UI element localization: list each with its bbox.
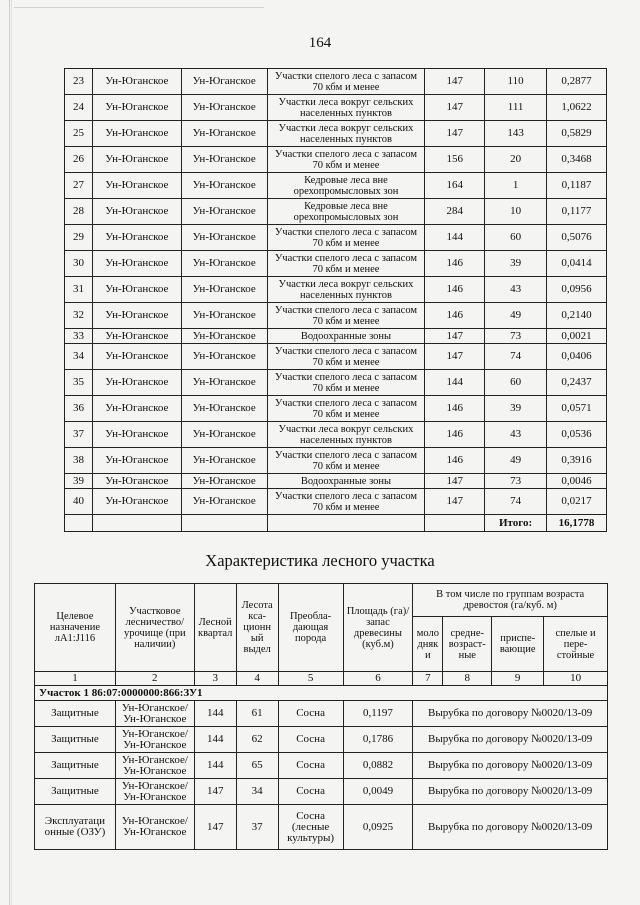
header-ripe: спелые и пере- стойные <box>544 617 608 672</box>
lesnichestvo-cell: Ун-Юганское <box>92 251 181 277</box>
table-row <box>65 489 607 515</box>
column-number: 9 <box>492 672 544 686</box>
vydel-cell: 49 <box>485 448 547 474</box>
category-cell: Участки спелого леса с запасом 70 кбм и менее <box>267 225 425 251</box>
vydel-cell: 62 <box>236 727 278 753</box>
lesnichestvo-cell: Ун-Юганское <box>92 448 181 474</box>
table-row <box>35 727 608 753</box>
vydel-cell: 60 <box>485 225 547 251</box>
table-row <box>65 344 607 370</box>
vydel-cell: 60 <box>485 370 547 396</box>
vydel-cell: 37 <box>236 805 278 850</box>
kvartal-cell: 147 <box>425 121 485 147</box>
row-number: 31 <box>65 277 93 303</box>
kvartal-cell: 147 <box>194 779 236 805</box>
total-row <box>65 515 607 532</box>
lesnichestvo-cell: Ун-Юганское <box>92 329 181 344</box>
category-cell: Участки спелого леса с запасом 70 кбм и менее <box>267 489 425 515</box>
lesnichestvo-cell: Ун-Юганское <box>92 95 181 121</box>
empty-cell <box>425 515 485 532</box>
category-cell: Кедровые леса вне орехопромысловых зон <box>267 173 425 199</box>
vydel-cell: 43 <box>485 277 547 303</box>
table-row <box>65 121 607 147</box>
section-title: Характеристика лесного участка <box>205 551 435 570</box>
lesnichestvo-cell: Ун-Юганское <box>92 277 181 303</box>
header-area: Площадь (га)/ запас древесины (куб.м) <box>343 584 413 672</box>
table-row <box>65 95 607 121</box>
urochishche-cell: Ун-Юганское <box>181 199 267 225</box>
area-cell: 0,0406 <box>547 344 607 370</box>
row-number: 23 <box>65 69 93 95</box>
table-row <box>65 422 607 448</box>
row-number: 34 <box>65 344 93 370</box>
lesnichestvo-cell: Ун-Юганское <box>92 173 181 199</box>
row-number: 24 <box>65 95 93 121</box>
area-cell: 0,0571 <box>547 396 607 422</box>
purpose-cell: Защитные <box>35 753 116 779</box>
vydel-cell: 10 <box>485 199 547 225</box>
column-number: 7 <box>413 672 443 686</box>
poroda-cell: Сосна <box>278 779 343 805</box>
kvartal-cell: 144 <box>194 753 236 779</box>
forest-characteristics-table <box>34 583 608 850</box>
category-cell: Участки спелого леса с запасом 70 кбм и менее <box>267 303 425 329</box>
lesnichestvo-cell: Ун-Юганское <box>92 147 181 173</box>
area-cell: 0,0217 <box>547 489 607 515</box>
urochishche-cell: Ун-Юганское <box>181 329 267 344</box>
table-row <box>35 753 608 779</box>
vydel-cell: 74 <box>485 489 547 515</box>
table-row <box>65 173 607 199</box>
category-cell: Кедровые леса вне орехопромысловых зон <box>267 199 425 225</box>
poroda-cell: Сосна <box>278 753 343 779</box>
row-number: 38 <box>65 448 93 474</box>
poroda-cell: Сосна (лесные культуры) <box>278 805 343 850</box>
table-row <box>65 69 607 95</box>
area-cell: 0,0049 <box>343 779 413 805</box>
kvartal-cell: 144 <box>194 701 236 727</box>
table-row <box>65 199 607 225</box>
vydel-cell: 20 <box>485 147 547 173</box>
total-label: Итого: <box>485 515 547 532</box>
area-cell: 0,2140 <box>547 303 607 329</box>
area-cell: 0,1187 <box>547 173 607 199</box>
table-row <box>35 779 608 805</box>
header-lesnichestvo: Участковое лесничество/ урочище (при наличии) <box>115 584 194 672</box>
lesnichestvo-cell: Ун-Юганское <box>92 422 181 448</box>
header-age-group: В том числе по группам возраста древостоя (га/куб. м) <box>413 584 608 617</box>
lesnichestvo-cell: Ун-Юганское <box>92 303 181 329</box>
empty-cell <box>92 515 181 532</box>
kvartal-cell: 146 <box>425 303 485 329</box>
lesnichestvo-cell: Ун-Юганское <box>92 344 181 370</box>
vydel-cell: 74 <box>485 344 547 370</box>
empty-cell <box>181 515 267 532</box>
area-cell: 0,0956 <box>547 277 607 303</box>
area-cell: 0,1197 <box>343 701 413 727</box>
row-number: 28 <box>65 199 93 225</box>
row-number: 29 <box>65 225 93 251</box>
urochishche-cell: Ун-Юганское <box>181 474 267 489</box>
table-row <box>65 225 607 251</box>
vydel-cell: 39 <box>485 251 547 277</box>
column-number: 2 <box>115 672 194 686</box>
category-cell: Участки спелого леса с запасом 70 кбм и менее <box>267 448 425 474</box>
header-ripening: приспе- вающие <box>492 617 544 672</box>
column-number: 10 <box>544 672 608 686</box>
purpose-cell: Защитные <box>35 779 116 805</box>
vydel-cell: 73 <box>485 474 547 489</box>
plot-label: Участок 1 86:07:0000000:866:ЗУ1 <box>35 686 608 701</box>
kvartal-cell: 146 <box>425 251 485 277</box>
kvartal-cell: 144 <box>194 727 236 753</box>
vydel-cell: 34 <box>236 779 278 805</box>
urochishche-cell: Ун-Юганское <box>181 277 267 303</box>
area-cell: 0,5829 <box>547 121 607 147</box>
lesnichestvo-cell: Ун-Юганское <box>92 69 181 95</box>
category-cell: Участки спелого леса с запасом 70 кбм и менее <box>267 370 425 396</box>
urochishche-cell: Ун-Юганское <box>181 69 267 95</box>
row-number: 32 <box>65 303 93 329</box>
vydel-cell: 61 <box>236 701 278 727</box>
section-row <box>35 686 608 701</box>
row-number: 26 <box>65 147 93 173</box>
urochishche-cell: Ун-Юганское <box>181 173 267 199</box>
column-number: 5 <box>278 672 343 686</box>
urochishche-cell: Ун-Юганское <box>181 422 267 448</box>
column-number: 3 <box>194 672 236 686</box>
category-cell: Участки спелого леса с запасом 70 кбм и менее <box>267 396 425 422</box>
category-cell: Участки спелого леса с запасом 70 кбм и менее <box>267 344 425 370</box>
kvartal-cell: 146 <box>425 396 485 422</box>
purpose-cell: Защитные <box>35 727 116 753</box>
category-cell: Участки спелого леса с запасом 70 кбм и менее <box>267 251 425 277</box>
urochishche-cell: Ун-Юганское <box>181 225 267 251</box>
area-cell: 0,1177 <box>547 199 607 225</box>
column-number-row <box>35 672 608 686</box>
area-cell: 0,0925 <box>343 805 413 850</box>
vydel-cell: 143 <box>485 121 547 147</box>
poroda-cell: Сосна <box>278 701 343 727</box>
purpose-cell: Защитные <box>35 701 116 727</box>
row-number: 33 <box>65 329 93 344</box>
table-row <box>65 147 607 173</box>
table-row <box>65 474 607 489</box>
lesnichestvo-cell: Ун-Юганское <box>92 199 181 225</box>
kvartal-cell: 147 <box>425 474 485 489</box>
header-purpose: Целевое назначение лА1:J116 <box>35 584 116 672</box>
kvartal-cell: 144 <box>425 225 485 251</box>
page-number: 164 <box>308 35 332 51</box>
lesnichestvo-cell: Ун-Юганское <box>92 225 181 251</box>
urochishche-cell: Ун-Юганское <box>181 147 267 173</box>
area-cell: 0,1786 <box>343 727 413 753</box>
table-row <box>65 329 607 344</box>
urochishche-cell: Ун-Юганское <box>181 95 267 121</box>
category-cell: Водоохранные зоны <box>267 329 425 344</box>
lesnichestvo-cell: Ун-Юганское <box>92 396 181 422</box>
category-cell: Участки леса вокруг сельских населенных пунктов <box>267 277 425 303</box>
column-number: 8 <box>443 672 492 686</box>
kvartal-cell: 284 <box>425 199 485 225</box>
area-cell: 0,0046 <box>547 474 607 489</box>
header-middle: средне- возраст- ные <box>443 617 492 672</box>
urochishche-cell: Ун-Юганское <box>181 121 267 147</box>
table-row <box>65 303 607 329</box>
lesnichestvo-cell: Ун-Юганское/ Ун-Юганское <box>115 727 194 753</box>
area-cell: 0,0414 <box>547 251 607 277</box>
kvartal-cell: 147 <box>194 805 236 850</box>
row-number: 39 <box>65 474 93 489</box>
column-number: 1 <box>35 672 116 686</box>
urochishche-cell: Ун-Юганское <box>181 489 267 515</box>
urochishche-cell: Ун-Юганское <box>181 448 267 474</box>
category-cell: Участки леса вокруг сельских населенных пунктов <box>267 422 425 448</box>
table-row <box>65 396 607 422</box>
vydel-cell: 73 <box>485 329 547 344</box>
row-number: 40 <box>65 489 93 515</box>
kvartal-cell: 147 <box>425 489 485 515</box>
vydel-cell: 43 <box>485 422 547 448</box>
area-cell: 1,0622 <box>547 95 607 121</box>
kvartal-cell: 144 <box>425 370 485 396</box>
scan-top-mark <box>14 7 264 8</box>
lesnichestvo-cell: Ун-Юганское <box>92 121 181 147</box>
vydel-cell: 65 <box>236 753 278 779</box>
note-cell: Вырубка по договору №0020/13-09 <box>413 805 608 850</box>
table-row <box>35 701 608 727</box>
lesnichestvo-cell: Ун-Юганское <box>92 474 181 489</box>
area-cell: 0,0021 <box>547 329 607 344</box>
row-number: 30 <box>65 251 93 277</box>
row-number: 27 <box>65 173 93 199</box>
kvartal-cell: 147 <box>425 329 485 344</box>
empty-cell <box>65 515 93 532</box>
urochishche-cell: Ун-Юганское <box>181 251 267 277</box>
urochishche-cell: Ун-Юганское <box>181 396 267 422</box>
kvartal-cell: 146 <box>425 422 485 448</box>
poroda-cell: Сосна <box>278 727 343 753</box>
header-kvartal: Лесной квартал <box>194 584 236 672</box>
lesnichestvo-cell: Ун-Юганское <box>92 370 181 396</box>
column-number: 6 <box>343 672 413 686</box>
forest-plots-table <box>64 68 607 532</box>
kvartal-cell: 146 <box>425 277 485 303</box>
area-cell: 0,5076 <box>547 225 607 251</box>
note-cell: Вырубка по договору №0020/13-09 <box>413 753 608 779</box>
area-cell: 0,0882 <box>343 753 413 779</box>
table-row <box>65 448 607 474</box>
lesnichestvo-cell: Ун-Юганское/ Ун-Юганское <box>115 805 194 850</box>
urochishche-cell: Ун-Юганское <box>181 303 267 329</box>
vydel-cell: 49 <box>485 303 547 329</box>
row-number: 25 <box>65 121 93 147</box>
total-value: 16,1778 <box>547 515 607 532</box>
kvartal-cell: 164 <box>425 173 485 199</box>
kvartal-cell: 147 <box>425 69 485 95</box>
category-cell: Участки леса вокруг сельских населенных пунктов <box>267 121 425 147</box>
table-row <box>65 251 607 277</box>
vydel-cell: 39 <box>485 396 547 422</box>
lesnichestvo-cell: Ун-Юганское/ Ун-Юганское <box>115 701 194 727</box>
header-row <box>35 584 608 617</box>
category-cell: Участки спелого леса с запасом 70 кбм и менее <box>267 69 425 95</box>
lesnichestvo-cell: Ун-Юганское <box>92 489 181 515</box>
header-poroda: Преобла- дающая порода <box>278 584 343 672</box>
column-number: 4 <box>236 672 278 686</box>
vydel-cell: 1 <box>485 173 547 199</box>
purpose-cell: Эксплуатаци онные (ОЗУ) <box>35 805 116 850</box>
scan-edge-line <box>9 0 10 905</box>
area-cell: 0,3916 <box>547 448 607 474</box>
empty-cell <box>267 515 425 532</box>
kvartal-cell: 147 <box>425 95 485 121</box>
category-cell: Водоохранные зоны <box>267 474 425 489</box>
header-vydel: Лесота кса- ционн ый выдел <box>236 584 278 672</box>
row-number: 36 <box>65 396 93 422</box>
scan-edge-line <box>11 0 12 905</box>
header-young: моло дняк и <box>413 617 443 672</box>
category-cell: Участки спелого леса с запасом 70 кбм и менее <box>267 147 425 173</box>
lesnichestvo-cell: Ун-Юганское/ Ун-Юганское <box>115 753 194 779</box>
urochishche-cell: Ун-Юганское <box>181 370 267 396</box>
kvartal-cell: 156 <box>425 147 485 173</box>
area-cell: 0,2877 <box>547 69 607 95</box>
kvartal-cell: 147 <box>425 344 485 370</box>
note-cell: Вырубка по договору №0020/13-09 <box>413 701 608 727</box>
table-row <box>35 805 608 850</box>
area-cell: 0,0536 <box>547 422 607 448</box>
vydel-cell: 110 <box>485 69 547 95</box>
category-cell: Участки леса вокруг сельских населенных пунктов <box>267 95 425 121</box>
table-row <box>65 370 607 396</box>
area-cell: 0,2437 <box>547 370 607 396</box>
table-row <box>65 277 607 303</box>
row-number: 37 <box>65 422 93 448</box>
vydel-cell: 111 <box>485 95 547 121</box>
kvartal-cell: 146 <box>425 448 485 474</box>
note-cell: Вырубка по договору №0020/13-09 <box>413 779 608 805</box>
lesnichestvo-cell: Ун-Юганское/ Ун-Юганское <box>115 779 194 805</box>
row-number: 35 <box>65 370 93 396</box>
urochishche-cell: Ун-Юганское <box>181 344 267 370</box>
note-cell: Вырубка по договору №0020/13-09 <box>413 727 608 753</box>
area-cell: 0,3468 <box>547 147 607 173</box>
